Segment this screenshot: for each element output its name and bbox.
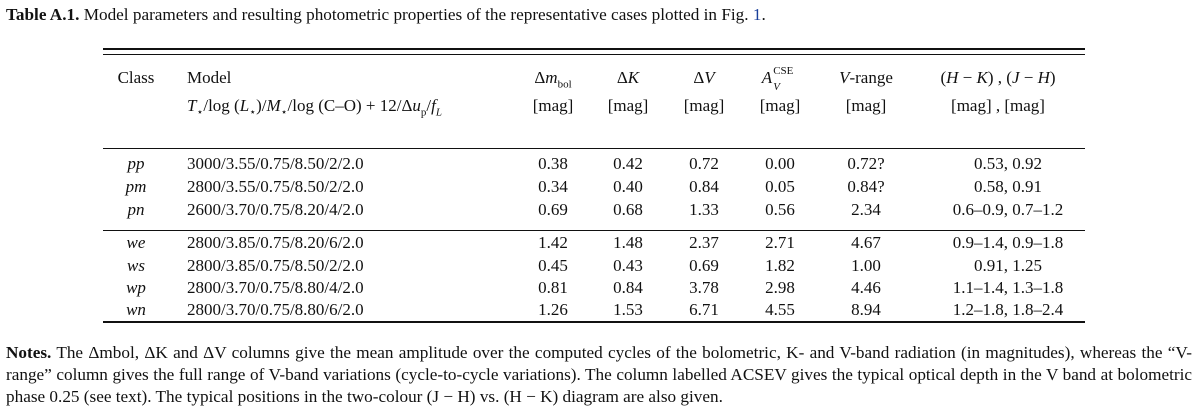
cell-dmbol: 1.42 bbox=[538, 233, 568, 252]
caption-text: Model parameters and resulting photometric properties of the representative cases plotted in Fig. bbox=[83, 5, 749, 24]
cell-vrange: 2.34 bbox=[851, 200, 881, 219]
notes-text: The Δmbol, ΔK and ΔV columns give the mean amplitude over the computed cycles of the bolometric, K- and V-band radiation (in magnitudes), whereas the “V-range” column gives the full range of V-band variations (cycle-to-cycle variations). The column labelled ACSEV gives the typical optical depth in the V band at bolometric phase 0.25 (see text). The typical positions in the two-colour (J − H) vs. (H − K) diagram are also given. bbox=[6, 343, 1192, 406]
cell-model: 2600/3.70/0.75/8.20/4/2.0 bbox=[187, 200, 364, 219]
cell-class: we bbox=[126, 233, 146, 252]
cell-dk: 0.42 bbox=[613, 154, 643, 173]
cell-dk: 0.43 bbox=[613, 256, 643, 275]
cell-model: 2800/3.70/0.75/8.80/4/2.0 bbox=[187, 278, 364, 297]
cell-av: 0.56 bbox=[765, 200, 795, 219]
caption-label: Table A.1. bbox=[6, 5, 80, 24]
cell-dk: 1.48 bbox=[613, 233, 643, 252]
header-class: Class bbox=[117, 68, 155, 87]
cell-dmbol: 0.38 bbox=[538, 154, 568, 173]
cell-av: 0.00 bbox=[765, 154, 795, 173]
cell-model: 2800/3.85/0.75/8.50/2/2.0 bbox=[187, 256, 364, 275]
cell-dmbol: 0.34 bbox=[538, 177, 568, 196]
figure-link[interactable]: 1 bbox=[752, 5, 762, 24]
cell-dv: 3.78 bbox=[689, 278, 719, 297]
group-rule bbox=[103, 230, 1085, 231]
cell-dmbol: 1.26 bbox=[538, 300, 568, 319]
table-caption bbox=[6, 4, 766, 26]
unit-dk: [mag] bbox=[607, 96, 649, 115]
cell-vrange: 0.72? bbox=[847, 154, 885, 173]
unit-dmbol: [mag] bbox=[532, 96, 574, 115]
header-rule bbox=[103, 148, 1085, 149]
caption-end: . bbox=[761, 5, 766, 24]
cell-colours: 0.9–1.4, 0.9–1.8 bbox=[952, 233, 1064, 252]
top-rule bbox=[103, 48, 1085, 50]
cell-vrange: 4.67 bbox=[851, 233, 881, 252]
cell-dv: 0.72 bbox=[689, 154, 719, 173]
cell-dk: 0.40 bbox=[613, 177, 643, 196]
header-model-params: $T_⋆/\log$ $(L_⋆)/M_⋆/\log$ $(C-O) + 12/\Delta u_p/f_L$ bbox=[187, 96, 443, 119]
cell-colours: 0.53, 0.92 bbox=[974, 154, 1042, 173]
header-dmbol: $\Delta m_{bol}$ bbox=[534, 68, 572, 91]
cell-vrange: 1.00 bbox=[851, 256, 881, 275]
cell-class: wp bbox=[126, 278, 146, 297]
cell-vrange: 0.84? bbox=[847, 177, 885, 196]
cell-colours: 0.91, 1.25 bbox=[974, 256, 1042, 275]
cell-model: 2800/3.55/0.75/8.50/2/2.0 bbox=[187, 177, 364, 196]
cell-colours: 1.2–1.8, 1.8–2.4 bbox=[952, 300, 1064, 319]
table-notes bbox=[6, 342, 1192, 408]
cell-dv: 2.37 bbox=[689, 233, 719, 252]
cell-av: 2.71 bbox=[765, 233, 795, 252]
bottom-rule bbox=[103, 321, 1085, 323]
header-av: A CSE V bbox=[761, 65, 794, 93]
cell-dv: 0.69 bbox=[689, 256, 719, 275]
cell-class: pn bbox=[127, 200, 145, 219]
cell-dk: 0.68 bbox=[613, 200, 643, 219]
cell-av: 4.55 bbox=[765, 300, 795, 319]
cell-av: 0.05 bbox=[765, 177, 795, 196]
cell-dv: 0.84 bbox=[689, 177, 719, 196]
cell-class: ws bbox=[127, 256, 145, 275]
cell-colours: 1.1–1.4, 1.3–1.8 bbox=[952, 278, 1064, 297]
cell-model: 2800/3.85/0.75/8.20/6/2.0 bbox=[187, 233, 364, 252]
unit-colours: [mag] , [mag] bbox=[951, 96, 1045, 115]
cell-model: 3000/3.55/0.75/8.50/2/2.0 bbox=[187, 154, 364, 173]
header-colours: (H − K) , (J − H) bbox=[940, 68, 1056, 87]
notes-label: Notes. bbox=[6, 343, 52, 362]
cell-dk: 1.53 bbox=[613, 300, 643, 319]
cell-class: wn bbox=[126, 300, 146, 319]
cell-model: 2800/3.70/0.75/8.80/6/2.0 bbox=[187, 300, 364, 319]
cell-vrange: 8.94 bbox=[851, 300, 881, 319]
top-rule-thin bbox=[103, 54, 1085, 55]
cell-class: pp bbox=[127, 154, 145, 173]
unit-dv: [mag] bbox=[683, 96, 725, 115]
cell-dmbol: 0.45 bbox=[538, 256, 568, 275]
cell-class: pm bbox=[125, 177, 147, 196]
cell-colours: 0.6–0.9, 0.7–1.2 bbox=[952, 200, 1064, 219]
header-model: Model bbox=[187, 68, 232, 87]
header-dk: ΔK bbox=[616, 68, 640, 87]
unit-vrange: [mag] bbox=[845, 96, 887, 115]
unit-av: [mag] bbox=[759, 96, 801, 115]
cell-dv: 6.71 bbox=[689, 300, 719, 319]
cell-dv: 1.33 bbox=[689, 200, 719, 219]
header-vrange: V-range bbox=[839, 68, 893, 87]
cell-av: 1.82 bbox=[765, 256, 795, 275]
cell-vrange: 4.46 bbox=[851, 278, 881, 297]
cell-av: 2.98 bbox=[765, 278, 795, 297]
cell-colours: 0.58, 0.91 bbox=[974, 177, 1042, 196]
cell-dmbol: 0.69 bbox=[538, 200, 568, 219]
header-dv: ΔV bbox=[693, 68, 715, 87]
cell-dmbol: 0.81 bbox=[538, 278, 568, 297]
cell-dk: 0.84 bbox=[613, 278, 643, 297]
